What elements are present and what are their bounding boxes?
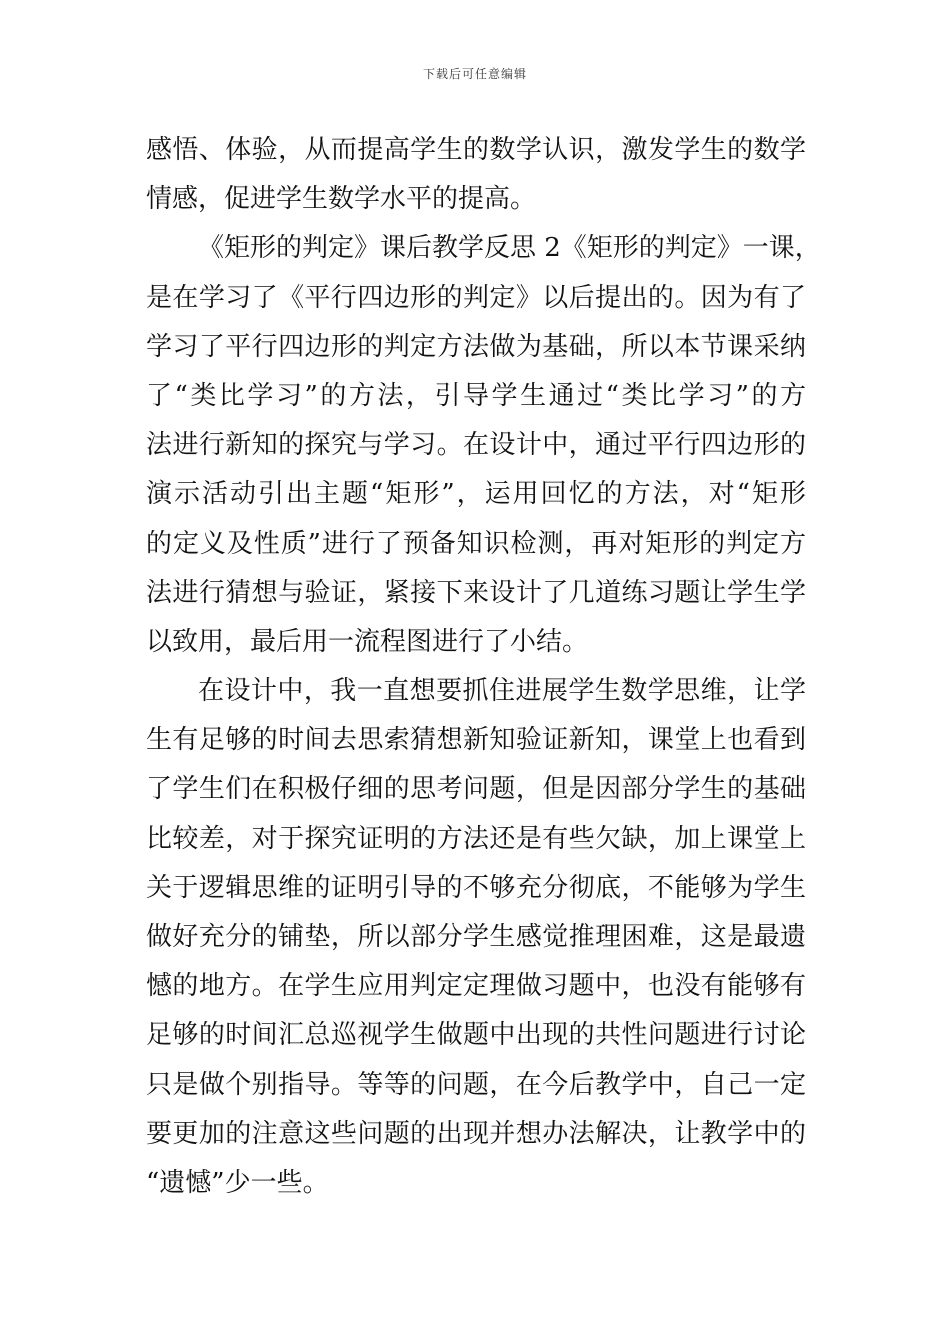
paragraph-3-line-9: 只是做个别指导。等等的问题，在今后教学中，自己一定 — [146, 1069, 806, 1100]
paragraph-2-line-6: 演示活动引出主题“矩形”，运用回忆的方法，对“矩形 — [146, 479, 806, 510]
paragraph-3-line-5: 关于逻辑思维的证明引导的不够充分彻底，不能够为学生 — [146, 872, 806, 903]
paragraph-2-line-1: 《矩形的判定》课后教学反思 2《矩形的判定》一课， — [198, 233, 821, 264]
paragraph-2-line-5: 法进行新知的探究与学习。在设计中，通过平行四边形的 — [146, 430, 806, 461]
paragraph-3-line-1: 在设计中，我一直想要抓住进展学生数学思维，让学 — [198, 676, 806, 707]
paragraph-2-line-4: 了“类比学习”的方法，引导学生通过“类比学习”的方 — [146, 380, 806, 411]
paragraph-2-line-7: 的定义及性质”进行了预备知识检测，再对矩形的判定方 — [146, 528, 806, 559]
paragraph-2-line-9: 以致用，最后用一流程图进行了小结。 — [146, 626, 589, 657]
paragraph-1-line-1: 感悟、体验，从而提高学生的数学认识，激发学生的数学 — [146, 135, 806, 165]
paragraph-2-line-2: 是在学习了《平行四边形的判定》以后提出的。因为有了 — [146, 282, 806, 313]
paragraph-3-line-7: 憾的地方。在学生应用判定定理做习题中，也没有能够有 — [146, 971, 806, 1002]
paragraph-3-line-2: 生有足够的时间去思索猜想新知验证新知，课堂上也看到 — [146, 725, 806, 756]
paragraph-2-line-3: 学习了平行四边形的判定方法做为基础，所以本节课采纳 — [146, 331, 806, 362]
paragraph-3-line-8: 足够的时间汇总巡视学生做题中出现的共性问题进行讨论 — [146, 1020, 806, 1051]
paragraph-3-line-10: 要更加的注意这些问题的出现并想办法解决，让教学中的 — [146, 1118, 806, 1149]
paragraph-3-line-4: 比较差，对于探究证明的方法还是有些欠缺，加上课堂上 — [146, 823, 806, 854]
page-header: 下载后可任意编辑 — [422, 67, 527, 81]
paragraph-3-line-11: “遗憾”少一些。 — [146, 1167, 329, 1198]
paragraph-3-line-3: 了学生们在积极仔细的思考问题，但是因部分学生的基础 — [146, 774, 806, 805]
paragraph-1-line-2: 情感，促进学生数学水平的提高。 — [146, 184, 537, 215]
paragraph-3-line-6: 做好充分的铺垫，所以部分学生感觉推理困难，这是最遗 — [146, 922, 806, 952]
paragraph-2-line-8: 法进行猜想与验证，紧接下来设计了几道练习题让学生学 — [146, 577, 806, 608]
document-body — [146, 126, 821, 1208]
